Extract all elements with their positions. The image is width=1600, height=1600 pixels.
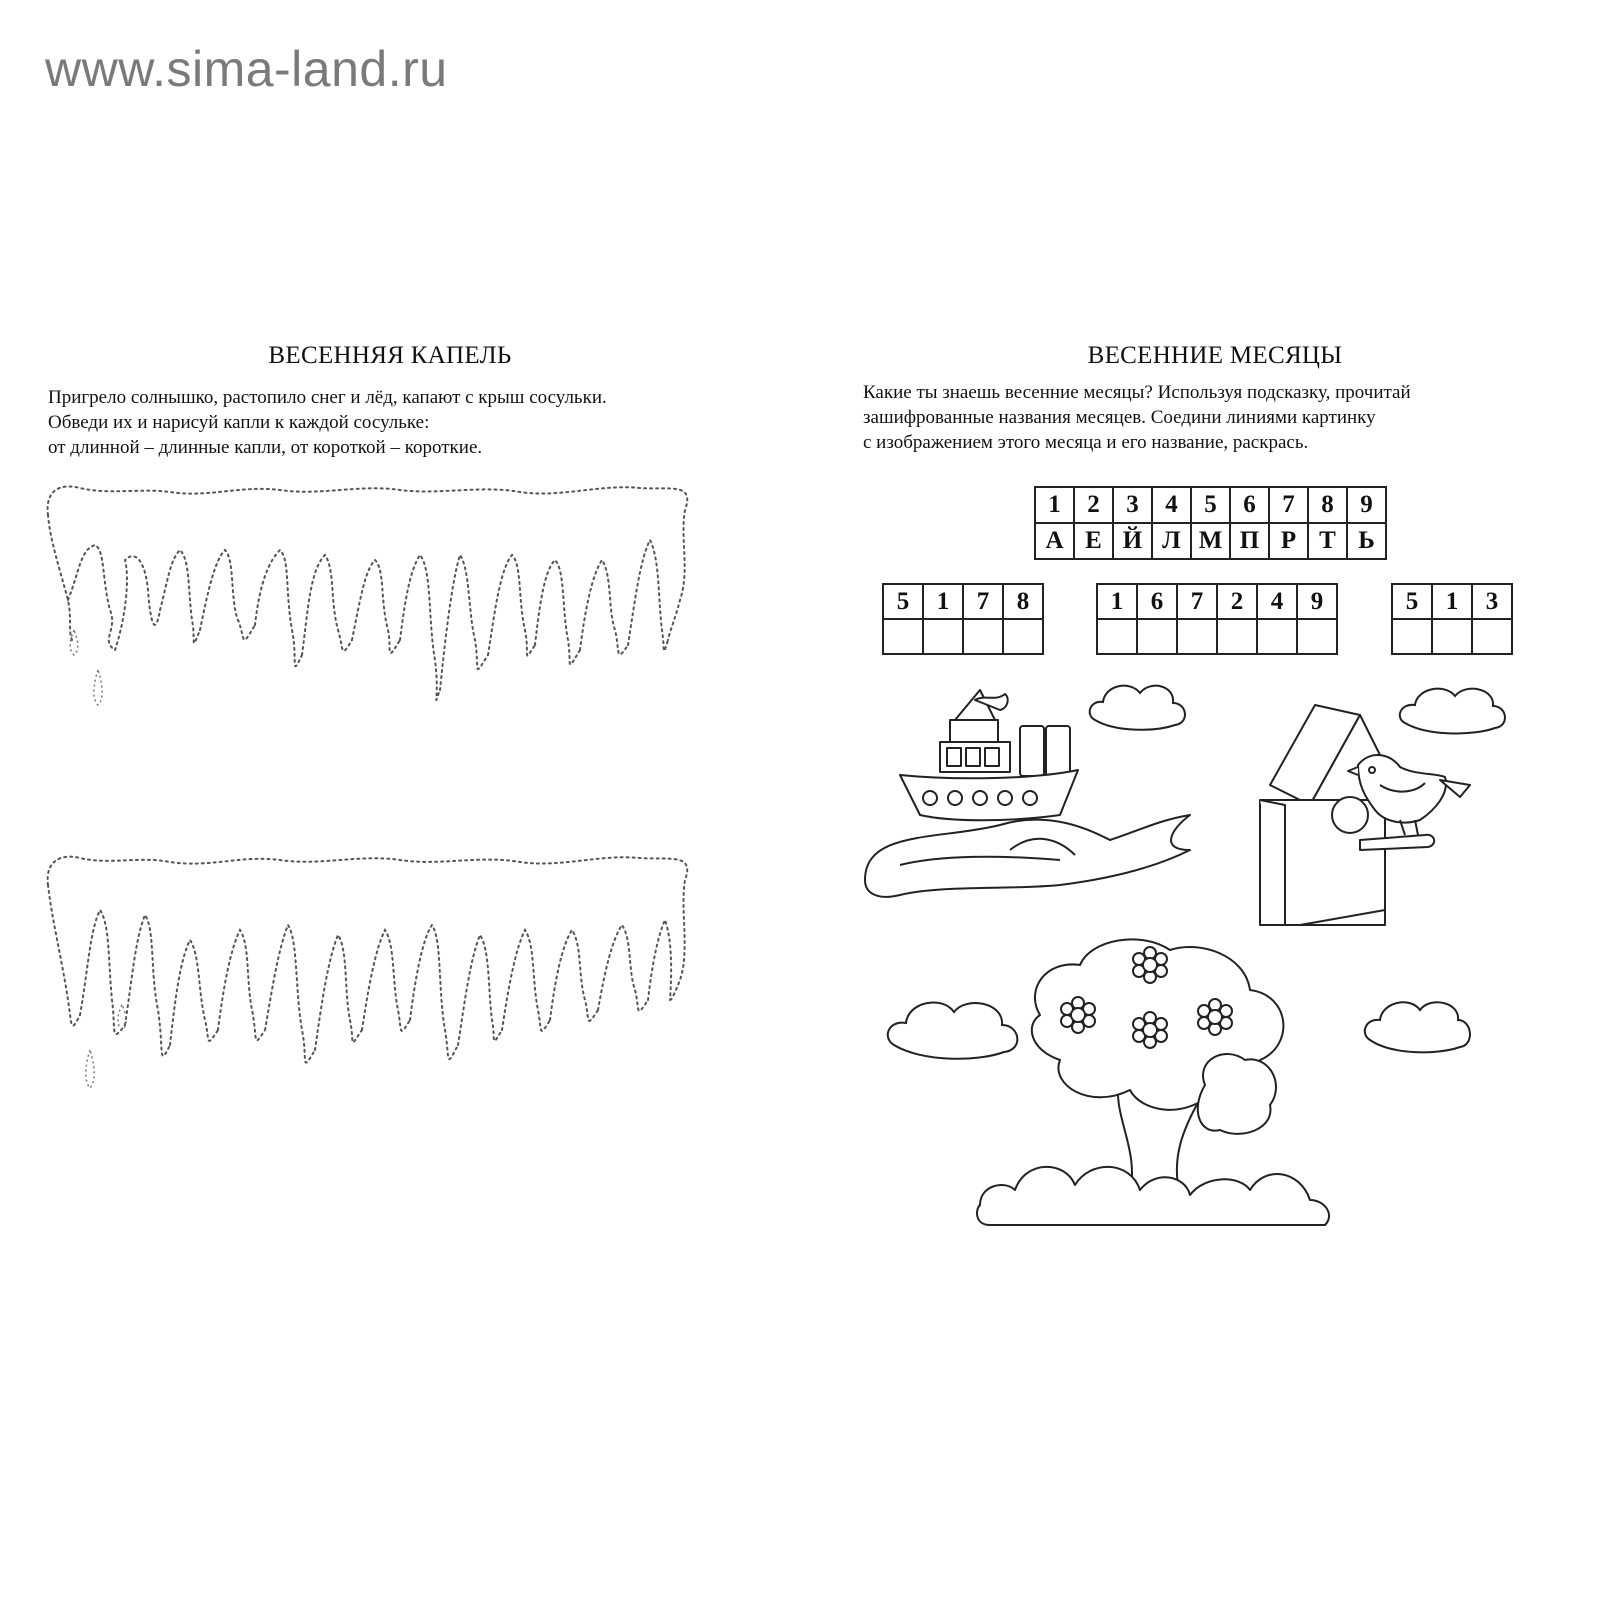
key-number-cell: 7 xyxy=(1269,487,1308,523)
code-number-cell: 9 xyxy=(1297,584,1337,619)
key-number-cell: 3 xyxy=(1113,487,1152,523)
answer-cell[interactable] xyxy=(1392,619,1432,654)
key-letter-cell: М xyxy=(1191,523,1230,559)
birdhouse-illustration[interactable] xyxy=(1240,705,1500,945)
code-number-cell: 7 xyxy=(1177,584,1217,619)
code-number-cell: 2 xyxy=(1217,584,1257,619)
answer-cell[interactable] xyxy=(1297,619,1337,654)
answer-cell[interactable] xyxy=(963,619,1003,654)
key-letter-cell: Е xyxy=(1074,523,1113,559)
code-number-cell: 7 xyxy=(963,584,1003,619)
icicles-bottom-tracing[interactable] xyxy=(40,850,720,1110)
instruction-line: Обведи их и нарисуй капли к каждой сосульке: xyxy=(48,412,430,433)
code-table-2 xyxy=(1096,583,1338,655)
answer-cell[interactable] xyxy=(1432,619,1472,654)
code-number-cell: 5 xyxy=(883,584,923,619)
code-number-cell: 6 xyxy=(1137,584,1177,619)
icicles-top-tracing[interactable] xyxy=(40,480,720,740)
key-letter-cell: Р xyxy=(1269,523,1308,559)
instruction-line: с изображением этого месяца и его название, раскрась. xyxy=(863,432,1309,453)
key-number-cell: 9 xyxy=(1347,487,1386,523)
code-table-1 xyxy=(882,583,1044,655)
key-letter-cell: Ь xyxy=(1347,523,1386,559)
page-title: ВЕСЕННЯЯ КАПЕЛЬ xyxy=(268,342,512,369)
key-number-cell: 2 xyxy=(1074,487,1113,523)
key-letter-cell: Л xyxy=(1152,523,1191,559)
key-letter-cell: Т xyxy=(1308,523,1347,559)
cipher-letters-row xyxy=(1035,523,1386,559)
code-number-cell: 8 xyxy=(1003,584,1043,619)
answer-cell[interactable] xyxy=(1097,619,1137,654)
cloud-icon xyxy=(1395,678,1515,740)
code-number-cell: 5 xyxy=(1392,584,1432,619)
code-number-cell: 1 xyxy=(1097,584,1137,619)
instruction-line: Пригрело солнышко, растопило снег и лёд, капают с крыш сосульки. xyxy=(48,387,607,408)
code-number-cell: 1 xyxy=(923,584,963,619)
instruction-line: зашифрованные названия месяцев. Соедини линиями картинку xyxy=(863,407,1376,428)
instructions xyxy=(863,380,1583,455)
code-number-cell: 1 xyxy=(1432,584,1472,619)
answer-cell[interactable] xyxy=(883,619,923,654)
key-number-cell: 5 xyxy=(1191,487,1230,523)
key-number-cell: 8 xyxy=(1308,487,1347,523)
answer-cell[interactable] xyxy=(923,619,963,654)
page-title: ВЕСЕННИЕ МЕСЯЦЫ xyxy=(1087,342,1343,369)
cipher-numbers-row xyxy=(1035,487,1386,523)
answer-cell[interactable] xyxy=(1257,619,1297,654)
answer-cell[interactable] xyxy=(1472,619,1512,654)
code-table-3 xyxy=(1391,583,1513,655)
cipher-key-table xyxy=(1034,486,1387,560)
instructions xyxy=(48,385,768,460)
flower-icon xyxy=(1133,947,1167,983)
answer-cell[interactable] xyxy=(1217,619,1257,654)
key-letter-cell: Й xyxy=(1113,523,1152,559)
key-number-cell: 4 xyxy=(1152,487,1191,523)
answer-cell[interactable] xyxy=(1177,619,1217,654)
code-number-cell: 3 xyxy=(1472,584,1512,619)
cloud-icon xyxy=(1360,990,1480,1060)
key-number-cell: 1 xyxy=(1035,487,1074,523)
key-letter-cell: П xyxy=(1230,523,1269,559)
watermark: www.sima-land.ru xyxy=(45,41,448,97)
answer-cell[interactable] xyxy=(1137,619,1177,654)
cloud-icon xyxy=(1085,675,1195,735)
instruction-line: от длинной – длинные капли, от короткой – короткие. xyxy=(48,437,483,458)
tree-illustration[interactable] xyxy=(970,935,1370,1255)
cloud-icon xyxy=(882,990,1032,1065)
answer-cell[interactable] xyxy=(1003,619,1043,654)
key-number-cell: 6 xyxy=(1230,487,1269,523)
instruction-line: Какие ты знаешь весенние месяцы? Используя подсказку, прочитай xyxy=(863,382,1411,403)
key-letter-cell: А xyxy=(1035,523,1074,559)
code-number-cell: 4 xyxy=(1257,584,1297,619)
